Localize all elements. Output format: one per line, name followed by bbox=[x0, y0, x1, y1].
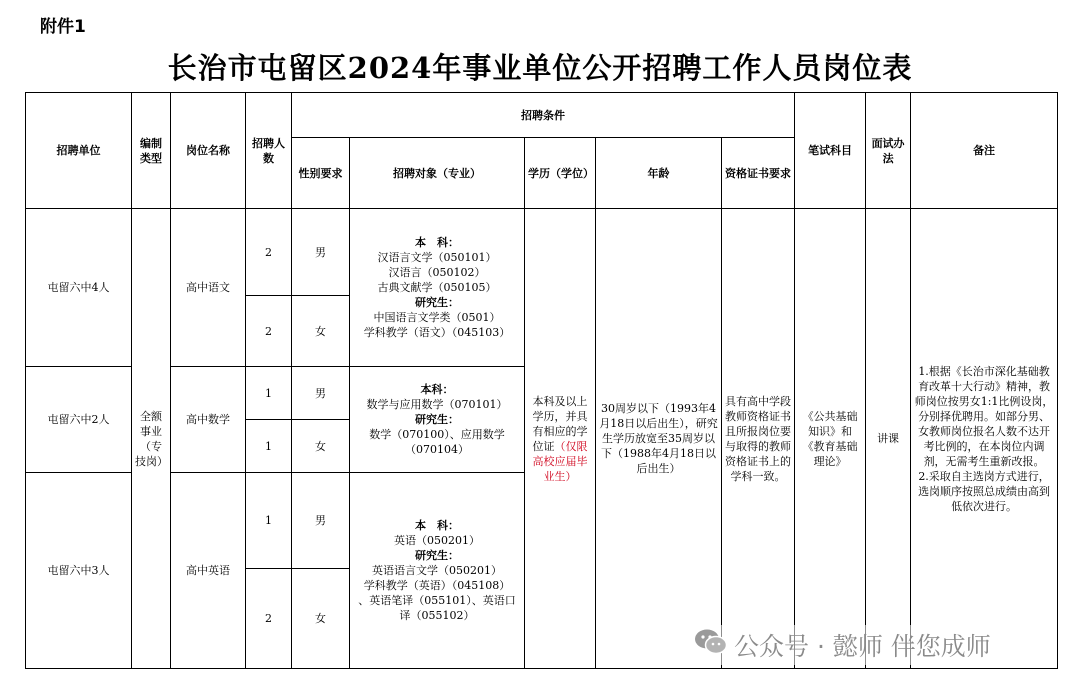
major-line: 数学与应用数学（070101） bbox=[366, 398, 508, 411]
header-exam: 笔试科目 bbox=[795, 93, 866, 209]
major-line: 古典文献学（050105） bbox=[377, 281, 497, 294]
count-cell: 2 bbox=[246, 209, 292, 296]
header-count: 招聘人数 bbox=[246, 93, 292, 209]
note-item-2: 2.采取自主选岗方式进行，选岗顺序按照总成绩由高到低依次进行。 bbox=[918, 469, 1051, 513]
count-cell: 1 bbox=[246, 420, 292, 473]
header-degree: 学历（学位） bbox=[525, 138, 596, 209]
major-cell bbox=[350, 209, 525, 367]
header-unit: 招聘单位 bbox=[26, 93, 132, 209]
major-line: 数学（070100）、应用数学（070104） bbox=[369, 428, 505, 456]
position-cell: 高中英语 bbox=[171, 473, 246, 669]
header-major: 招聘对象（专业） bbox=[350, 138, 525, 209]
gender-cell: 男 bbox=[292, 367, 350, 420]
unit-cell: 屯留六中2人 bbox=[26, 367, 132, 473]
unit-cell: 屯留六中3人 bbox=[26, 473, 132, 669]
note-cell bbox=[911, 209, 1058, 669]
degree-text: 本科及以上学历，并具有相应的学位证 bbox=[532, 394, 588, 453]
position-cell: 高中语文 bbox=[171, 209, 246, 367]
gender-cell: 女 bbox=[292, 420, 350, 473]
major-line: 英语语言文学（050201） bbox=[372, 564, 502, 577]
header-conditions: 招聘条件 bbox=[292, 93, 795, 138]
position-cell: 高中数学 bbox=[171, 367, 246, 473]
gender-cell: 女 bbox=[292, 569, 350, 669]
pg-label: 研究生： bbox=[415, 296, 459, 309]
major-line: 学科教学（英语）（045108） bbox=[363, 579, 511, 592]
major-line: 汉语言（050102） bbox=[388, 266, 486, 279]
header-position: 岗位名称 bbox=[171, 93, 246, 209]
major-line: 、英语笔译（055101）、英语口译（055102） bbox=[358, 594, 516, 622]
interview-cell: 讲课 bbox=[866, 209, 911, 669]
major-line: 学科教学（语文）（045103） bbox=[363, 326, 511, 339]
table-row bbox=[26, 209, 1058, 296]
header-note: 备注 bbox=[911, 93, 1058, 209]
major-cell bbox=[350, 473, 525, 669]
attachment-label: 附件1 bbox=[40, 17, 86, 37]
major-cell bbox=[350, 367, 525, 473]
ug-label: 本科： bbox=[420, 383, 454, 396]
degree-restriction: （仅限高校应届毕业生） bbox=[532, 439, 588, 483]
page-title: 长治市屯留区2024年事业单位公开招聘工作人员岗位表 bbox=[167, 51, 913, 85]
count-cell: 1 bbox=[246, 473, 292, 569]
gender-cell: 男 bbox=[292, 209, 350, 296]
count-cell: 2 bbox=[246, 569, 292, 669]
watermark-text: 公众号 · 懿师 伴您成师 bbox=[734, 632, 991, 661]
major-line: 汉语言文学（050101） bbox=[377, 251, 497, 264]
major-line: 中国语言文学类（0501） bbox=[373, 311, 501, 324]
watermark bbox=[694, 625, 991, 665]
wechat-icon bbox=[694, 628, 728, 662]
count-cell: 2 bbox=[246, 296, 292, 367]
unit-cell: 屯留六中4人 bbox=[26, 209, 132, 367]
header-row-1 bbox=[26, 93, 1058, 138]
degree-cell bbox=[525, 209, 596, 669]
header-cert: 资格证书要求 bbox=[722, 138, 795, 209]
exam-cell: 《公共基础知识》和《教育基础理论》 bbox=[795, 209, 866, 669]
major-line: 英语（050201） bbox=[394, 534, 480, 547]
header-interview: 面试办法 bbox=[866, 93, 911, 209]
ug-label: 本 科： bbox=[415, 519, 459, 532]
positions-table bbox=[25, 92, 1058, 669]
count-cell: 1 bbox=[246, 367, 292, 420]
gender-cell: 男 bbox=[292, 473, 350, 569]
type-cell: 全额事业（专技岗） bbox=[132, 209, 171, 669]
cert-cell: 具有高中学段教师资格证书且所报岗位要与取得的教师资格证书上的学科一致。 bbox=[722, 209, 795, 669]
note-item-1: 1.根据《长治市深化基础教育改革十大行动》精神，教师岗位按男女1:1比例设岗，分别择优聘用。如部分男、女教师岗位报名人数不达开考比例的，在本岗位内调剂，无需考生重新改报。 bbox=[914, 364, 1054, 468]
header-gender: 性别要求 bbox=[292, 138, 350, 209]
age-cell: 30周岁以下（1993年4月18日以后出生），研究生学历放宽至35周岁以下（1988年4月18日以后出生） bbox=[596, 209, 722, 669]
header-age: 年龄 bbox=[596, 138, 722, 209]
header-type: 编制类型 bbox=[132, 93, 171, 209]
pg-label: 研究生： bbox=[415, 413, 459, 426]
pg-label: 研究生： bbox=[415, 549, 459, 562]
gender-cell: 女 bbox=[292, 296, 350, 367]
ug-label: 本 科： bbox=[415, 236, 459, 249]
